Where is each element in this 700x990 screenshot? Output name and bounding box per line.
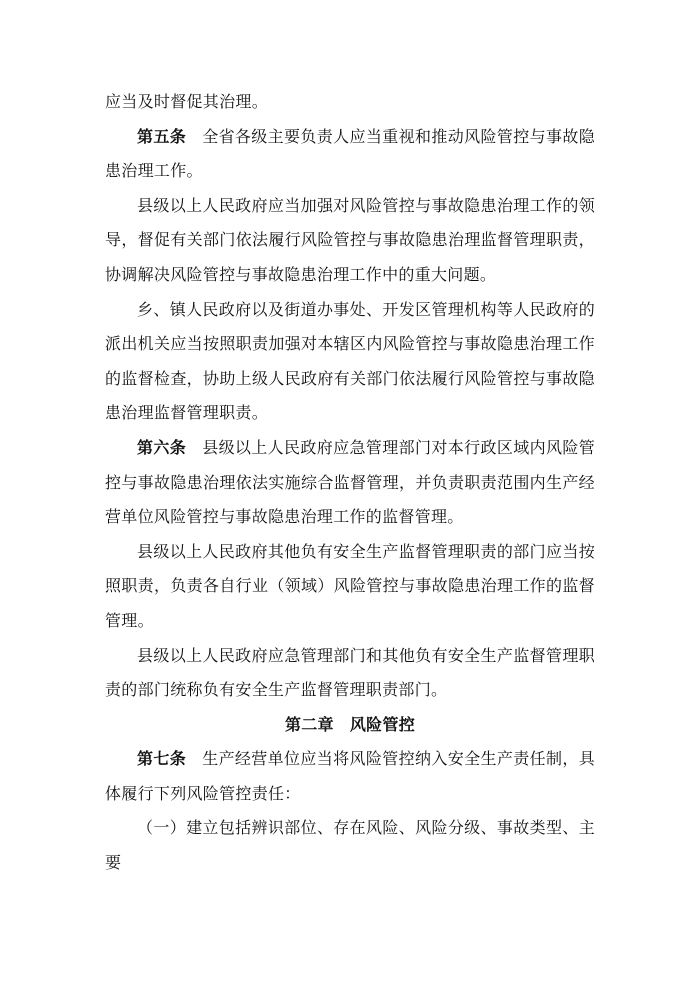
paragraph-county-government: 县级以上人民政府应当加强对风险管控与事故隐患治理工作的领导，督促有关部门依法履行风险管控与事故隐患治理监督管理职责，协调解决风险管控与事故隐患治理工作中的重大问题。 [105, 195, 595, 284]
paragraph-other-departments: 县级以上人民政府其他负有安全生产监督管理职责的部门应当按照职责，负责各自行业（领域）风险管控与事故隐患治理工作的监督管理。 [105, 541, 595, 630]
article-7-label: 第七条 [137, 749, 187, 769]
article-5 [105, 120, 595, 189]
paragraph-intro: 应当及时督促其治理。 [105, 92, 269, 111]
article-7 [105, 742, 595, 811]
paragraph-town-government: 乡、镇人民政府以及街道办事处、开发区管理机构等人民政府的派出机关应当按照职责加强对本辖区内风险管控与事故隐患治理工作的监督检查，协助上级人民政府有关部门依法履行风险管控与事故隐患治理监督管理职责。 [105, 299, 595, 423]
article-5-text: 全省各级主要负责人应当重视和推动风险管控与事故隐患治理工作。 [105, 126, 596, 181]
chapter-number: 第二章 [284, 714, 334, 734]
article-5-label: 第五条 [137, 126, 187, 146]
list-item-1: （一）建立包括辨识部位、存在风险、风险分级、事故类型、主要 [105, 818, 595, 873]
article-7-text: 生产经营单位应当将风险管控纳入安全生产责任制，具体履行下列风险管控责任： [105, 749, 596, 803]
chapter-title: 风险管控 [349, 714, 416, 734]
document-page [105, 85, 595, 881]
article-6-label: 第六条 [137, 437, 187, 457]
paragraph-collective-term: 县级以上人民政府应急管理部门和其他负有安全生产监督管理职责的部门统称负有安全生产监督管理职责部门。 [105, 645, 595, 700]
article-6-text: 县级以上人民政府应急管理部门对本行政区域内风险管控与事故隐患治理依法实施综合监督管理，并负责职责范围内生产经营单位风险管控与事故隐患治理工作的监督管理。 [105, 437, 596, 527]
chapter-heading [105, 708, 595, 743]
article-6 [105, 431, 595, 535]
